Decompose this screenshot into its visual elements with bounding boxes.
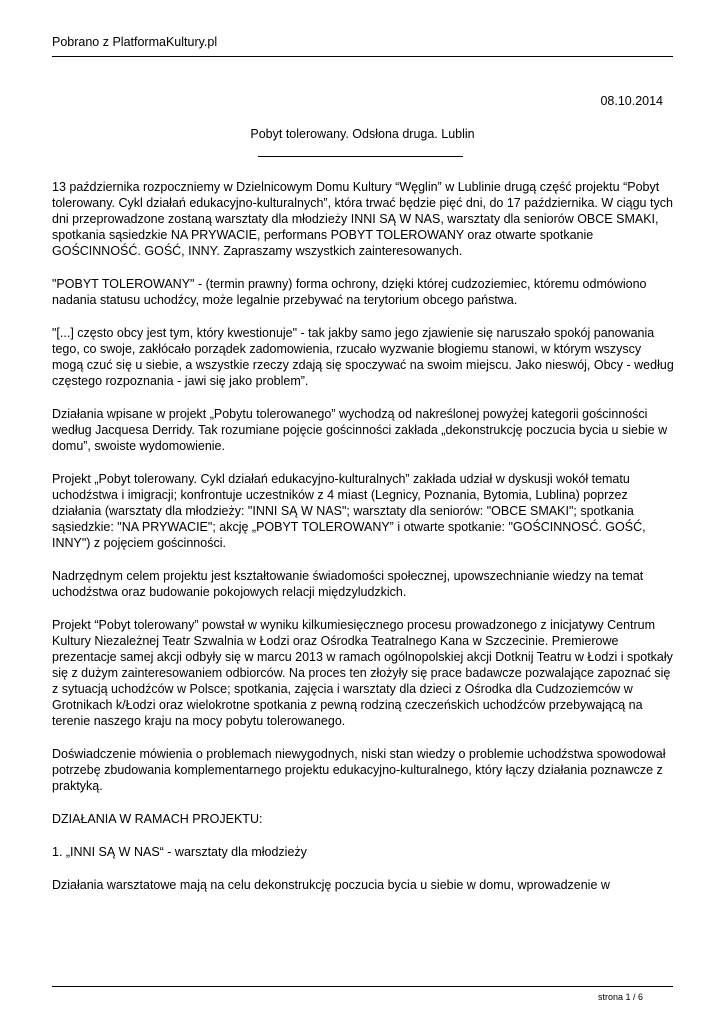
header-divider [52,56,673,57]
list-item-heading: 1. „INNI SĄ W NAS“ - warsztaty dla młodzieży [52,845,307,859]
body-paragraph: Projekt „Pobyt tolerowany. Cykl działań edukacyjno-kulturalnych” zakłada udział w dyskusji wokół tematu uchodźstwa i imigracji; konfrontuje uczestników z 4 miast (Legnicy, Poznania, Bytomia, Lublina) poprzez działania (warsztaty dla młodzieży: "INNI SĄ W NAS"; warsztaty dla seniorów: "OBCE SMAKI"; spotkania sąsiedzkie: "NA PRYWACIE"; akcję „POBYT TOLEROWANY” i otwarte spotkanie: "GOŚCINNOSĆ. GOŚĆ, INNY") z pojęciem gościnności. [52,472,646,550]
body-paragraph: Działania wpisane w projekt „Pobytu tolerowanego” wychodzą od nakreślonej powyżej kategorii gościnności według Jacquesa Derridy. Tak rozumiane pojęcie gościnności zakłada „dekonstrukcję poczucia bycia u siebie w domu”, swoiste wydomowienie. [52,407,668,453]
body-paragraph: "[...] często obcy jest tym, który kwestionuje" - tak jakby samo jego zjawienie się naruszało spokój panowania tego, co swoje, zakłócało porządek zadomowienia, rzucało wyzwanie błogiemu stanowi, w którym wszyscy mogą czuć się u siebie, a wszystkie rzeczy zdają się spoczywać na swoim miejscu. Jako nieswój, Obcy - według częstego rozpoznania - jawi się jako problem”. [52,326,674,388]
title-underline [258,156,463,157]
document-date: 08.10.2014 [600,94,663,108]
body-paragraph: Działania warsztatowe mają na celu dekonstrukcję poczucia bycia u siebie w domu, wprowadzenie w [52,878,610,892]
body-paragraph: Doświadczenie mówienia o problemach niewygodnych, niski stan wiedzy o problemie uchodźstwa spowodował potrzebę zbudowania komplementarnego projektu edukacyjno-kulturalnego, który łączy działania poznawcze z praktyką. [52,747,666,793]
section-heading: DZIAŁANIA W RAMACH PROJEKTU: [52,812,263,826]
body-paragraph: "POBYT TOLEROWANY" - (termin prawny) forma ochrony, dzięki której cudzoziemiec, któremu odmówiono nadania statusu uchodźcy, może legalnie przebywać na terytorium obcego państwa. [52,277,647,307]
document-body [52,179,674,910]
page-header-source: Pobrano z PlatformaKultury.pl [52,35,218,49]
document-title: Pobyt tolerowany. Odsłona druga. Lublin [250,127,475,141]
page-number: strona 1 / 6 [597,992,643,1002]
body-paragraph: Nadrzędnym celem projektu jest kształtowanie świadomości społecznej, upowszechnianie wiedzy na temat uchodźstwa oraz budowanie pokojowych relacji międzyludzkich. [52,569,644,599]
footer-divider [52,986,673,987]
body-paragraph: Projekt “Pobyt tolerowany” powstał w wyniku kilkumiesięcznego procesu prowadzonego z inicjatywy Centrum Kultury Niezależnej Teatr Szwalnia w Łodzi oraz Ośrodka Teatralnego Kana w Szczecinie. Premierowe prezentacje samej akcji odbyły się w marcu 2013 w ramach ogólnopolskiej akcji Dotknij Teatru w Łodzi i spotkały się z dużym zainteresowaniem odbiorców. Na proces ten złożyły się prace badawcze pozwalające zapoznać się z sytuacją uchodźców w Polsce; spotkania, zajęcia i warsztaty dla dzieci z Ośrodka dla Cudzoziemców w Grotnikach k/Łodzi oraz wielokrotne spotkania z pewną rodziną czeczeńskich uchodźców przebywającą na terenie naszego kraju na mocy pobytu tolerowanego. [52,618,673,728]
body-paragraph: 13 października rozpoczniemy w Dzielnicowym Domu Kultury “Węglin” w Lublinie drugą część projektu “Pobyt tolerowany. Cykl działań edukacyjno-kulturalnych”, która trwać będzie pięć dni, do 17 października. W ciągu tych dni przeprowadzone zostaną warsztaty dla młodzieży INNI SĄ W NAS, warsztaty dla seniorów OBCE SMAKI, spotkania sąsiedzkie NA PRYWACIE, performans POBYT TOLEROWANY oraz otwarte spotkanie GOŚCINNOŚĆ. GOŚĆ, INNY. Zapraszamy wszystkich zainteresowanych. [52,180,673,258]
